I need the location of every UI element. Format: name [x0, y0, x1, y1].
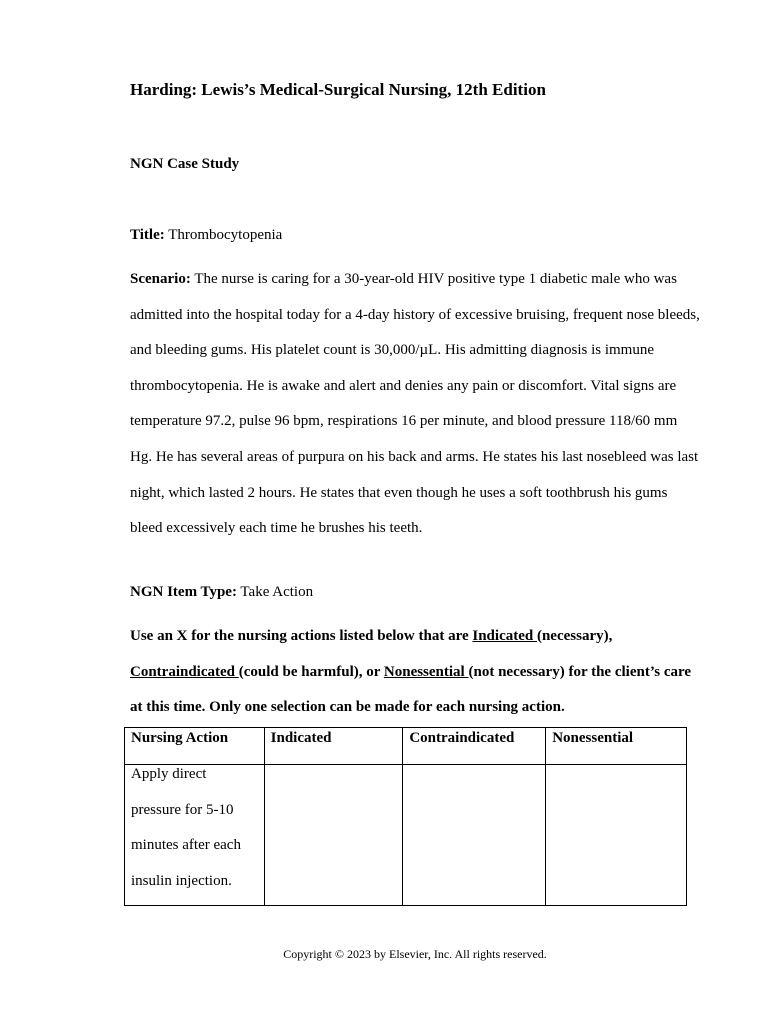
nursing-action-cell [125, 765, 265, 906]
nursing-action-text: Apply direct pressure for 5-10 minutes after each insulin injection. [131, 766, 241, 889]
instructions-part-2: (necessary), [536, 628, 613, 644]
table-row [125, 765, 687, 906]
indicated-term: Indicated [472, 628, 537, 644]
scenario-text: The nurse is caring for a 30-year-old HIV positive type 1 diabetic male who was admitted into the hospital today for a 4-day history of excessive bruising, frequent nose bleeds, and bleeding gums. His platelet count is 30,000/µL. His admitting diagnosis is immune thrombocytopenia. He is awake and alert and denies any pain or discomfort. Vital signs are temperature 97.2, pulse 96 bpm, respirations 16 per minute, and blood pressure 118/60 mm Hg. He has several areas of purpura on his back and arms. He states his last nosebleed was last night, which lasted 2 hours. He states that even though he uses a soft toothbrush his gums bleed excessively each time he brushes his teeth. [130, 271, 700, 537]
case-title [130, 227, 282, 244]
item-type-label: NGN Item Type: [130, 584, 237, 600]
nonessential-cell[interactable] [546, 765, 687, 906]
header-nursing-action: Nursing Action [125, 728, 265, 765]
indicated-cell[interactable] [264, 765, 403, 906]
title-value: Thrombocytopenia [168, 227, 283, 243]
scenario-paragraph [130, 262, 702, 547]
book-title: Harding: Lewis’s Medical-Surgical Nursing, 12th Edition [130, 80, 546, 99]
item-type [130, 584, 313, 601]
header-contraindicated: Contraindicated [403, 728, 546, 765]
nonessential-term: Nonessential [383, 663, 469, 680]
item-type-value: Take Action [240, 584, 314, 600]
contraindicated-term: Contraindicated [130, 663, 239, 680]
case-study-label: NGN Case Study [130, 156, 240, 172]
header-nonessential: Nonessential [546, 728, 687, 765]
header-indicated: Indicated [264, 728, 403, 765]
contraindicated-cell[interactable] [403, 765, 546, 906]
title-label: Title: [130, 227, 165, 243]
nursing-action-table [124, 727, 687, 906]
scenario-label: Scenario: [130, 271, 191, 287]
instructions-part-3: (could be harmful), or [238, 663, 384, 680]
instructions-part-4: (not necessary) for the client’s care at this time. Only one selection can be made for each nursing action. [130, 663, 692, 716]
instructions-part-1: Use an X for the nursing actions listed below that are [130, 628, 473, 644]
copyright-footer: Copyright © 2023 by Elsevier, Inc. All rights reserved. [283, 947, 547, 961]
instructions-paragraph [130, 619, 705, 726]
